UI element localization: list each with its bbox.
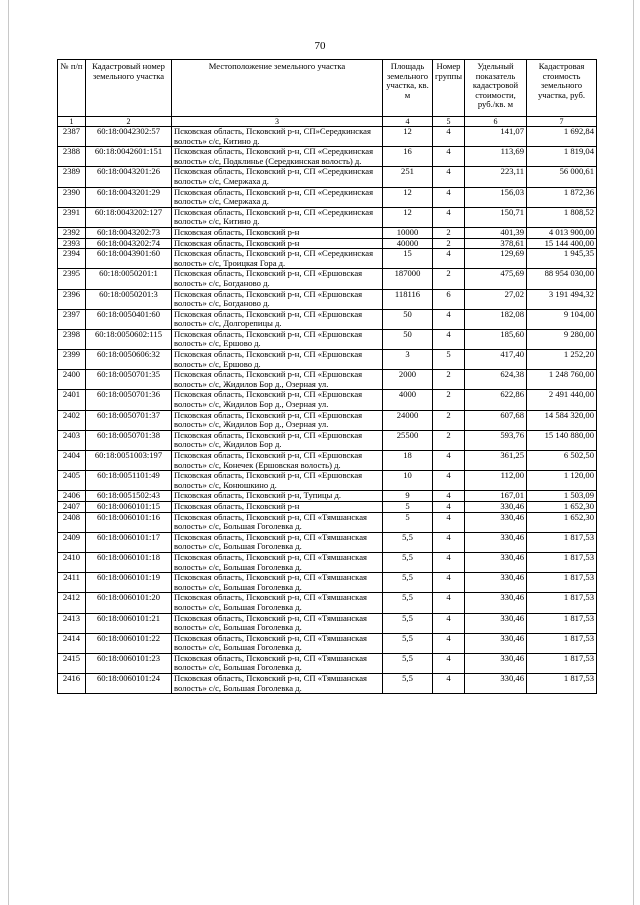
group-number-cell: 4	[433, 613, 465, 633]
group-number-cell: 4	[433, 471, 465, 491]
group-number-cell: 4	[433, 573, 465, 593]
area-cell: 187000	[383, 269, 433, 289]
table-row	[58, 430, 597, 450]
area-cell: 5,5	[383, 532, 433, 552]
specific-rate-cell: 27,02	[465, 289, 527, 309]
cadastral-cost-cell: 1 652,30	[527, 501, 597, 512]
location-cell: Псковская область, Псковский р-н, СП «Ершовская волость» с/с, Жидилов Бор д., Озерная ул.	[172, 410, 383, 430]
table-row	[58, 674, 597, 694]
location-cell: Псковская область, Псковский р-н, СП «Середкинская волость» с/с, Смержаха д.	[172, 187, 383, 207]
cadastral-number-cell: 60:18:0050602:115	[86, 329, 172, 349]
location-cell: Псковская область, Псковский р-н	[172, 238, 383, 249]
row-index-cell: 2389	[58, 167, 86, 187]
cadastral-cost-cell: 1 692,84	[527, 127, 597, 147]
area-cell: 24000	[383, 410, 433, 430]
cadastral-number-cell: 60:18:0050201:3	[86, 289, 172, 309]
row-index-cell: 2387	[58, 127, 86, 147]
specific-rate-cell: 330,46	[465, 573, 527, 593]
table-row	[58, 512, 597, 532]
cadastral-cost-cell: 1 819,04	[527, 147, 597, 167]
specific-rate-cell: 593,76	[465, 430, 527, 450]
location-cell: Псковская область, Псковский р-н, СП «Тямшанская волость» с/с, Большая Гоголевка д.	[172, 532, 383, 552]
cadastral-cost-cell: 1 817,53	[527, 613, 597, 633]
area-cell: 5,5	[383, 674, 433, 694]
table-row	[58, 167, 597, 187]
specific-rate-cell: 112,00	[465, 471, 527, 491]
header-group: Номер группы	[433, 60, 465, 117]
table-row	[58, 127, 597, 147]
header-area: Площадь земельного участка, кв. м	[383, 60, 433, 117]
cadastral-number-cell: 60:18:0043201:26	[86, 167, 172, 187]
location-cell: Псковская область, Псковский р-н, СП «Тямшанская волость» с/с, Большая Гоголевка д.	[172, 593, 383, 613]
table-row	[58, 238, 597, 249]
row-index-cell: 2403	[58, 430, 86, 450]
specific-rate-cell: 182,08	[465, 309, 527, 329]
column-number: 6	[465, 117, 527, 127]
cadastral-number-cell: 60:18:0060101:17	[86, 532, 172, 552]
specific-rate-cell: 167,01	[465, 491, 527, 502]
area-cell: 12	[383, 127, 433, 147]
group-number-cell: 4	[433, 532, 465, 552]
cadastral-number-cell: 60:18:0050606:32	[86, 350, 172, 370]
column-number-row	[58, 117, 597, 127]
row-index-cell: 2405	[58, 471, 86, 491]
group-number-cell: 4	[433, 187, 465, 207]
area-cell: 50	[383, 329, 433, 349]
group-number-cell: 4	[433, 329, 465, 349]
cadastral-cost-cell: 1 872,36	[527, 187, 597, 207]
location-cell: Псковская область, Псковский р-н, СП «Тямшанская волость» с/с, Большая Гоголевка д.	[172, 653, 383, 673]
location-cell: Псковская область, Псковский р-н, СП «Середкинская волость» с/с, Троицкая Гора д.	[172, 249, 383, 269]
group-number-cell: 4	[433, 451, 465, 471]
row-index-cell: 2393	[58, 238, 86, 249]
cadastral-cost-cell: 3 191 494,32	[527, 289, 597, 309]
cadastral-cost-cell: 1 817,53	[527, 593, 597, 613]
cadastral-number-cell: 60:18:0051003:197	[86, 451, 172, 471]
column-number: 1	[58, 117, 86, 127]
row-index-cell: 2406	[58, 491, 86, 502]
column-number: 3	[172, 117, 383, 127]
cadastral-number-cell: 60:18:0060101:22	[86, 633, 172, 653]
group-number-cell: 2	[433, 227, 465, 238]
location-cell: Псковская область, Псковский р-н, СП «Ершовская волость» с/с, Конюшкино д.	[172, 471, 383, 491]
row-index-cell: 2395	[58, 269, 86, 289]
group-number-cell: 4	[433, 552, 465, 572]
cadastral-number-cell: 60:18:0060101:24	[86, 674, 172, 694]
location-cell: Псковская область, Псковский р-н, СП «Ершовская волость» с/с, Жидилов Бор д.	[172, 430, 383, 450]
cadastral-number-cell: 60:18:0050701:35	[86, 370, 172, 390]
group-number-cell: 6	[433, 289, 465, 309]
cadastral-number-cell: 60:18:0060101:23	[86, 653, 172, 673]
location-cell: Псковская область, Псковский р-н, СП «Середкинская волость» с/с, Смержаха д.	[172, 167, 383, 187]
table-row	[58, 573, 597, 593]
area-cell: 251	[383, 167, 433, 187]
cadastral-number-cell: 60:18:0060101:19	[86, 573, 172, 593]
row-index-cell: 2416	[58, 674, 86, 694]
row-index-cell: 2404	[58, 451, 86, 471]
specific-rate-cell: 330,46	[465, 532, 527, 552]
area-cell: 5,5	[383, 593, 433, 613]
specific-rate-cell: 330,46	[465, 613, 527, 633]
cadastral-cost-cell: 6 502,50	[527, 451, 597, 471]
specific-rate-cell: 361,25	[465, 451, 527, 471]
location-cell: Псковская область, Псковский р-н, СП «Середкинская волость» с/с, Подклинье (Середкинская волость) д.	[172, 147, 383, 167]
area-cell: 5,5	[383, 573, 433, 593]
group-number-cell: 2	[433, 370, 465, 390]
table-row	[58, 289, 597, 309]
row-index-cell: 2399	[58, 350, 86, 370]
specific-rate-cell: 330,46	[465, 552, 527, 572]
group-number-cell: 4	[433, 512, 465, 532]
specific-rate-cell: 401,39	[465, 227, 527, 238]
row-index-cell: 2390	[58, 187, 86, 207]
cadastral-cost-cell: 1 817,53	[527, 552, 597, 572]
column-number: 4	[383, 117, 433, 127]
specific-rate-cell: 150,71	[465, 207, 527, 227]
cadastral-number-cell: 60:18:0042302:57	[86, 127, 172, 147]
table-row	[58, 532, 597, 552]
area-cell: 15	[383, 249, 433, 269]
specific-rate-cell: 330,46	[465, 633, 527, 653]
cadastral-number-cell: 60:18:0043202:74	[86, 238, 172, 249]
group-number-cell: 4	[433, 491, 465, 502]
location-cell: Псковская область, Псковский р-н, СП «Ершовская волость» с/с, Конечек (Ершовская волость) д.	[172, 451, 383, 471]
row-index-cell: 2391	[58, 207, 86, 227]
row-index-cell: 2392	[58, 227, 86, 238]
specific-rate-cell: 223,11	[465, 167, 527, 187]
table-row	[58, 501, 597, 512]
table-row	[58, 653, 597, 673]
specific-rate-cell: 156,03	[465, 187, 527, 207]
group-number-cell: 5	[433, 350, 465, 370]
cadastral-cost-cell: 88 954 030,00	[527, 269, 597, 289]
table-row	[58, 249, 597, 269]
table-row	[58, 329, 597, 349]
cadastral-table	[57, 59, 597, 694]
area-cell: 40000	[383, 238, 433, 249]
row-index-cell: 2414	[58, 633, 86, 653]
group-number-cell: 4	[433, 593, 465, 613]
row-index-cell: 2413	[58, 613, 86, 633]
header-row	[58, 60, 597, 117]
row-index-cell: 2410	[58, 552, 86, 572]
area-cell: 10	[383, 471, 433, 491]
area-cell: 5,5	[383, 633, 433, 653]
table-row	[58, 227, 597, 238]
cadastral-cost-cell: 15 144 400,00	[527, 238, 597, 249]
table-row	[58, 350, 597, 370]
row-index-cell: 2411	[58, 573, 86, 593]
row-index-cell: 2400	[58, 370, 86, 390]
specific-rate-cell: 607,68	[465, 410, 527, 430]
cadastral-cost-cell: 1 945,35	[527, 249, 597, 269]
area-cell: 5,5	[383, 552, 433, 572]
cadastral-number-cell: 60:18:0050701:36	[86, 390, 172, 410]
cadastral-number-cell: 60:18:0050201:1	[86, 269, 172, 289]
group-number-cell: 2	[433, 238, 465, 249]
group-number-cell: 4	[433, 674, 465, 694]
area-cell: 3	[383, 350, 433, 370]
area-cell: 9	[383, 491, 433, 502]
column-number: 7	[527, 117, 597, 127]
cadastral-number-cell: 60:18:0051101:49	[86, 471, 172, 491]
area-cell: 118116	[383, 289, 433, 309]
row-index-cell: 2396	[58, 289, 86, 309]
specific-rate-cell: 330,46	[465, 653, 527, 673]
table-row	[58, 491, 597, 502]
row-index-cell: 2401	[58, 390, 86, 410]
cadastral-cost-cell: 14 584 320,00	[527, 410, 597, 430]
row-index-cell: 2412	[58, 593, 86, 613]
specific-rate-cell: 330,46	[465, 674, 527, 694]
location-cell: Псковская область, Псковский р-н	[172, 501, 383, 512]
location-cell: Псковская область, Псковский р-н, СП «Ершовская волость» с/с, Долгорепицы д.	[172, 309, 383, 329]
cadastral-number-cell: 60:18:0050701:37	[86, 410, 172, 430]
cadastral-cost-cell: 56 000,61	[527, 167, 597, 187]
location-cell: Псковская область, Псковский р-н, СП «Ершовская волость» с/с, Богданово д.	[172, 289, 383, 309]
cadastral-number-cell: 60:18:0043201:29	[86, 187, 172, 207]
cadastral-number-cell: 60:18:0043901:60	[86, 249, 172, 269]
row-index-cell: 2397	[58, 309, 86, 329]
specific-rate-cell: 185,60	[465, 329, 527, 349]
cadastral-cost-cell: 1 817,53	[527, 653, 597, 673]
location-cell: Псковская область, Псковский р-н	[172, 227, 383, 238]
table-row	[58, 147, 597, 167]
cadastral-cost-cell: 1 817,53	[527, 674, 597, 694]
row-index-cell: 2394	[58, 249, 86, 269]
location-cell: Псковская область, Псковский р-н, СП «Ершовская волость» с/с, Ершово д.	[172, 329, 383, 349]
header-location: Местоположение земельного участка	[172, 60, 383, 117]
table-row	[58, 593, 597, 613]
location-cell: Псковская область, Псковский р-н, СП «Тямшанская волость» с/с, Большая Гоголевка д.	[172, 512, 383, 532]
location-cell: Псковская область, Псковский р-н, СП «Ершовская волость» с/с, Жидилов Бор д., Озерная ул.	[172, 390, 383, 410]
cadastral-cost-cell: 9 280,00	[527, 329, 597, 349]
header-index: № п/п	[58, 60, 86, 117]
cadastral-cost-cell: 1 817,53	[527, 633, 597, 653]
cadastral-cost-cell: 1 120,00	[527, 471, 597, 491]
cadastral-number-cell: 60:18:0043202:127	[86, 207, 172, 227]
cadastral-cost-cell: 15 140 880,00	[527, 430, 597, 450]
group-number-cell: 4	[433, 309, 465, 329]
location-cell: Псковская область, Псковский р-н, СП»Середкинская волость» с/с, Китино д.	[172, 127, 383, 147]
table-row	[58, 207, 597, 227]
cadastral-cost-cell: 1 503,09	[527, 491, 597, 502]
group-number-cell: 2	[433, 410, 465, 430]
area-cell: 5,5	[383, 653, 433, 673]
location-cell: Псковская область, Псковский р-н, СП «Ершовская волость» с/с, Ершово д.	[172, 350, 383, 370]
table-row	[58, 633, 597, 653]
cadastral-cost-cell: 1 808,52	[527, 207, 597, 227]
header-cadastral-number: Кадастровый номер земельного участка	[86, 60, 172, 117]
cadastral-cost-cell: 9 104,00	[527, 309, 597, 329]
cadastral-cost-cell: 1 248 760,00	[527, 370, 597, 390]
specific-rate-cell: 417,40	[465, 350, 527, 370]
specific-rate-cell: 141,07	[465, 127, 527, 147]
cadastral-number-cell: 60:18:0042601:151	[86, 147, 172, 167]
cadastral-cost-cell: 1 817,53	[527, 532, 597, 552]
scan-edge-right	[633, 0, 634, 905]
specific-rate-cell: 129,69	[465, 249, 527, 269]
cadastral-number-cell: 60:18:0050401:60	[86, 309, 172, 329]
group-number-cell: 4	[433, 501, 465, 512]
specific-rate-cell: 330,46	[465, 593, 527, 613]
column-number: 5	[433, 117, 465, 127]
group-number-cell: 4	[433, 207, 465, 227]
specific-rate-cell: 378,61	[465, 238, 527, 249]
table-row	[58, 410, 597, 430]
cadastral-cost-cell: 2 491 440,00	[527, 390, 597, 410]
location-cell: Псковская область, Псковский р-н, СП «Тямшанская волость» с/с, Большая Гоголевка д.	[172, 552, 383, 572]
location-cell: Псковская область, Псковский р-н, СП «Тямшанская волость» с/с, Большая Гоголевка д.	[172, 633, 383, 653]
cadastral-cost-cell: 1 817,53	[527, 573, 597, 593]
cadastral-number-cell: 60:18:0050701:38	[86, 430, 172, 450]
row-index-cell: 2415	[58, 653, 86, 673]
row-index-cell: 2402	[58, 410, 86, 430]
cadastral-cost-cell: 4 013 900,00	[527, 227, 597, 238]
cadastral-number-cell: 60:18:0060101:18	[86, 552, 172, 572]
group-number-cell: 2	[433, 430, 465, 450]
page-number: 70	[314, 40, 326, 52]
area-cell: 5	[383, 512, 433, 532]
location-cell: Псковская область, Псковский р-н, СП «Тямшанская волость» с/с, Большая Гоголевка д.	[172, 573, 383, 593]
location-cell: Псковская область, Псковский р-н, СП «Середкинская волость» с/с, Китино д.	[172, 207, 383, 227]
table-row	[58, 187, 597, 207]
group-number-cell: 2	[433, 269, 465, 289]
area-cell: 12	[383, 207, 433, 227]
row-index-cell: 2407	[58, 501, 86, 512]
row-index-cell: 2409	[58, 532, 86, 552]
area-cell: 50	[383, 309, 433, 329]
specific-rate-cell: 475,69	[465, 269, 527, 289]
row-index-cell: 2388	[58, 147, 86, 167]
cadastral-cost-cell: 1 252,20	[527, 350, 597, 370]
table-row	[58, 552, 597, 572]
area-cell: 5,5	[383, 613, 433, 633]
table-row	[58, 309, 597, 329]
group-number-cell: 2	[433, 390, 465, 410]
table-row	[58, 613, 597, 633]
location-cell: Псковская область, Псковский р-н, Тупицы д.	[172, 491, 383, 502]
table-row	[58, 471, 597, 491]
group-number-cell: 4	[433, 653, 465, 673]
location-cell: Псковская область, Псковский р-н, СП «Тямшанская волость» с/с, Большая Гоголевка д.	[172, 613, 383, 633]
scan-edge-left	[8, 0, 9, 905]
area-cell: 16	[383, 147, 433, 167]
cadastral-cost-cell: 1 652,30	[527, 512, 597, 532]
area-cell: 10000	[383, 227, 433, 238]
area-cell: 25500	[383, 430, 433, 450]
table-row	[58, 269, 597, 289]
cadastral-number-cell: 60:18:0060101:20	[86, 593, 172, 613]
header-specific-rate: Удельный показатель кадастровой стоимости, руб./кв. м	[465, 60, 527, 117]
table-row	[58, 370, 597, 390]
table-body	[58, 127, 597, 694]
specific-rate-cell: 113,69	[465, 147, 527, 167]
group-number-cell: 4	[433, 249, 465, 269]
specific-rate-cell: 330,46	[465, 512, 527, 532]
area-cell: 4000	[383, 390, 433, 410]
specific-rate-cell: 330,46	[465, 501, 527, 512]
cadastral-number-cell: 60:18:0060101:16	[86, 512, 172, 532]
area-cell: 2000	[383, 370, 433, 390]
location-cell: Псковская область, Псковский р-н, СП «Ершовская волость» с/с, Богданово д.	[172, 269, 383, 289]
location-cell: Псковская область, Псковский р-н, СП «Тямшанская волость» с/с, Большая Гоголевка д.	[172, 674, 383, 694]
row-index-cell: 2398	[58, 329, 86, 349]
area-cell: 5	[383, 501, 433, 512]
row-index-cell: 2408	[58, 512, 86, 532]
table-row	[58, 451, 597, 471]
cadastral-number-cell: 60:18:0060101:15	[86, 501, 172, 512]
group-number-cell: 4	[433, 127, 465, 147]
column-number: 2	[86, 117, 172, 127]
group-number-cell: 4	[433, 633, 465, 653]
specific-rate-cell: 622,86	[465, 390, 527, 410]
group-number-cell: 4	[433, 147, 465, 167]
group-number-cell: 4	[433, 167, 465, 187]
area-cell: 12	[383, 187, 433, 207]
location-cell: Псковская область, Псковский р-н, СП «Ершовская волость» с/с, Жидилов Бор д., Озерная ул.	[172, 370, 383, 390]
header-cadastral-cost: Кадастровая стоимость земельного участка, руб.	[527, 60, 597, 117]
cadastral-number-cell: 60:18:0043202:73	[86, 227, 172, 238]
cadastral-number-cell: 60:18:0060101:21	[86, 613, 172, 633]
specific-rate-cell: 624,38	[465, 370, 527, 390]
table-row	[58, 390, 597, 410]
area-cell: 18	[383, 451, 433, 471]
cadastral-number-cell: 60:18:0051502:43	[86, 491, 172, 502]
